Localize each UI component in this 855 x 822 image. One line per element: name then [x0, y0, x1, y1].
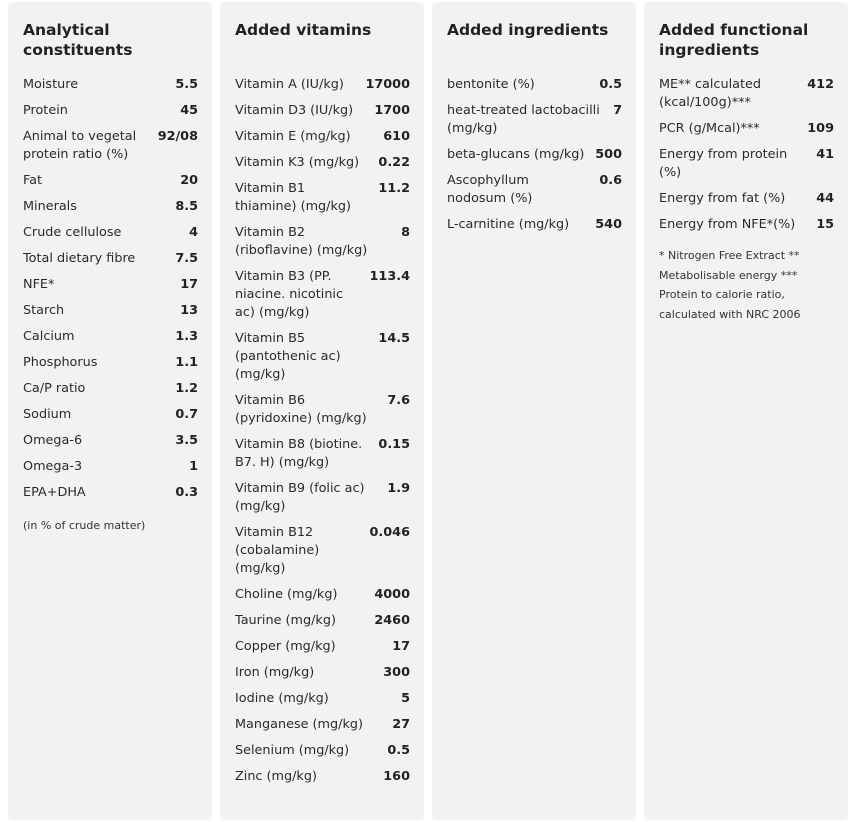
row-label: Ca/P ratio [23, 381, 86, 396]
row-value: 17 [392, 639, 410, 654]
table-row [23, 406, 198, 424]
row-value: 1.9 [387, 481, 410, 496]
row-label: Animal to vegetal protein ratio (%) [23, 129, 137, 162]
row-label: Minerals [23, 199, 77, 214]
row-label: Vitamin B1 thiamine) (mg/kg) [235, 181, 352, 214]
functional-note: * Nitrogen Free Extract ** Metabolisable energy *** Protein to calorie ratio, calculated with NRC 2006 [659, 249, 801, 321]
table-row [235, 330, 410, 384]
row-value: 1.3 [175, 329, 198, 344]
row-label: Copper (mg/kg) [235, 639, 336, 654]
row-label: PCR (g/Mcal)*** [659, 121, 760, 136]
row-label: Sodium [23, 407, 72, 422]
row-label: Starch [23, 303, 65, 318]
table-row [235, 268, 410, 322]
row-label: L-carnitine (mg/kg) [447, 217, 570, 232]
analytical-constituents-panel [8, 2, 212, 820]
table-row [235, 154, 410, 172]
row-value: 8 [401, 225, 410, 240]
row-value: 45 [180, 103, 198, 118]
row-value: 113.4 [369, 269, 410, 284]
row-label: Vitamin D3 (IU/kg) [235, 103, 354, 118]
table-row [235, 586, 410, 604]
row-label: Iodine (mg/kg) [235, 691, 329, 706]
row-value: 1 [189, 459, 198, 474]
row-label: Vitamin B9 (folic ac) (mg/kg) [235, 481, 365, 514]
row-value: 0.5 [387, 743, 410, 758]
row-value: 4 [189, 225, 198, 240]
row-label: Zinc (mg/kg) [235, 769, 317, 784]
row-value: 412 [807, 77, 834, 92]
row-value: 1.1 [175, 355, 198, 370]
table-row [447, 172, 622, 208]
row-value: 1.2 [175, 381, 198, 396]
table-row [23, 380, 198, 398]
row-value: 160 [383, 769, 410, 784]
table-row [235, 392, 410, 428]
row-value: 0.15 [378, 437, 410, 452]
added-ingredients-panel [432, 2, 636, 820]
row-label: Vitamin K3 (mg/kg) [235, 155, 360, 170]
table-row [235, 664, 410, 682]
row-value: 7 [613, 103, 622, 118]
table-row [23, 250, 198, 268]
row-value: 15 [816, 217, 834, 232]
row-label: Energy from protein (%) [659, 147, 788, 180]
table-row [23, 458, 198, 476]
table-row [23, 76, 198, 94]
table-row [23, 172, 198, 190]
table-row [235, 480, 410, 516]
table-row [23, 302, 198, 320]
row-value: 3.5 [175, 433, 198, 448]
row-value: 300 [383, 665, 410, 680]
table-row [659, 76, 834, 112]
row-value: 7.6 [387, 393, 410, 408]
row-label: Calcium [23, 329, 75, 344]
table-row [235, 436, 410, 472]
table-row [235, 180, 410, 216]
row-value: 27 [392, 717, 410, 732]
table-row [235, 716, 410, 734]
table-row [235, 638, 410, 656]
table-row [23, 484, 198, 502]
table-row [23, 432, 198, 450]
row-label: Manganese (mg/kg) [235, 717, 363, 732]
row-label: Protein [23, 103, 68, 118]
row-label: ME** calculated (kcal/100g)*** [659, 77, 761, 110]
row-label: Phosphorus [23, 355, 98, 370]
row-value: 7.5 [175, 251, 198, 266]
row-value: 0.5 [599, 77, 622, 92]
table-row [23, 224, 198, 242]
row-label: Omega-3 [23, 459, 83, 474]
row-value: 0.6 [599, 173, 622, 188]
table-row [447, 216, 622, 234]
table-row [23, 198, 198, 216]
row-value: 610 [383, 129, 410, 144]
added-vitamins-title: Added vitamins [235, 21, 372, 39]
ingredient-rows [447, 76, 622, 234]
row-value: 0.7 [175, 407, 198, 422]
row-label: Crude cellulose [23, 225, 122, 240]
table-row [23, 328, 198, 346]
table-row [447, 102, 622, 138]
functional-ingredients-title: Added functional ingredients [659, 21, 809, 59]
row-value: 44 [816, 191, 834, 206]
row-label: Taurine (mg/kg) [235, 613, 336, 628]
table-row [235, 690, 410, 708]
row-value: 17 [180, 277, 198, 292]
row-label: Fat [23, 173, 43, 188]
row-value: 500 [595, 147, 622, 162]
table-row [659, 120, 834, 138]
row-value: 14.5 [378, 331, 410, 346]
table-row [235, 224, 410, 260]
functional-rows [659, 76, 834, 234]
row-value: 92/08 [157, 129, 198, 144]
table-row [447, 76, 622, 94]
row-label: bentonite (%) [447, 77, 535, 92]
row-value: 0.22 [378, 155, 410, 170]
table-row [23, 102, 198, 120]
row-label: Energy from fat (%) [659, 191, 786, 206]
row-label: Vitamin B5 (pantothenic ac) (mg/kg) [235, 331, 341, 382]
row-value: 4000 [374, 587, 410, 602]
row-label: Selenium (mg/kg) [235, 743, 350, 758]
row-value: 41 [816, 147, 834, 162]
table-row [235, 76, 410, 94]
row-label: Vitamin B6 (pyridoxine) (mg/kg) [235, 393, 367, 426]
analytical-note: (in % of crude matter) [23, 519, 146, 532]
row-label: Total dietary fibre [23, 251, 136, 266]
row-value: 5 [401, 691, 410, 706]
row-label: beta-glucans (mg/kg) [447, 147, 585, 162]
table-row [235, 128, 410, 146]
row-value: 0.046 [369, 525, 410, 540]
row-label: Vitamin E (mg/kg) [235, 129, 351, 144]
table-row [659, 146, 834, 182]
row-value: 540 [595, 217, 622, 232]
row-label: Iron (mg/kg) [235, 665, 315, 680]
analytical-constituents-title: Analytical constituents [23, 21, 133, 59]
row-label: Ascophyllum nodosum (%) [447, 173, 533, 206]
functional-ingredients-panel [644, 2, 848, 820]
row-label: Vitamin B2 (riboflavine) (mg/kg) [235, 225, 368, 258]
row-value: 13 [180, 303, 198, 318]
vitamin-rows [235, 76, 410, 786]
added-vitamins-panel [220, 2, 424, 820]
row-label: Vitamin B12 (cobalamine) (mg/kg) [235, 525, 320, 576]
row-value: 17000 [365, 77, 410, 92]
added-ingredients-title: Added ingredients [447, 21, 609, 39]
row-value: 20 [180, 173, 198, 188]
row-value: 109 [807, 121, 834, 136]
table-row [659, 190, 834, 208]
analytical-rows [23, 76, 198, 502]
table-row [235, 102, 410, 120]
table-row [23, 354, 198, 372]
row-label: Choline (mg/kg) [235, 587, 338, 602]
row-label: Vitamin B8 (biotine. B7. H) (mg/kg) [235, 437, 363, 470]
row-label: Vitamin A (IU/kg) [235, 77, 344, 92]
table-row [23, 128, 198, 164]
row-label: Energy from NFE*(%) [659, 217, 796, 232]
table-row [447, 146, 622, 164]
row-value: 11.2 [378, 181, 410, 196]
table-row [23, 276, 198, 294]
row-value: 8.5 [175, 199, 198, 214]
row-value: 1700 [374, 103, 410, 118]
row-value: 5.5 [175, 77, 198, 92]
row-label: EPA+DHA [23, 485, 86, 500]
table-row [235, 612, 410, 630]
row-label: Vitamin B3 (PP. niacine. nicotinic ac) (mg/kg) [235, 269, 344, 320]
row-label: heat-treated lactobacilli (mg/kg) [447, 103, 600, 136]
table-row [659, 216, 834, 234]
row-label: Moisture [23, 77, 79, 92]
table-row [235, 524, 410, 578]
row-value: 0.3 [175, 485, 198, 500]
row-value: 2460 [374, 613, 410, 628]
row-label: NFE* [23, 277, 55, 292]
table-row [235, 742, 410, 760]
table-row [235, 768, 410, 786]
row-label: Omega-6 [23, 433, 83, 448]
